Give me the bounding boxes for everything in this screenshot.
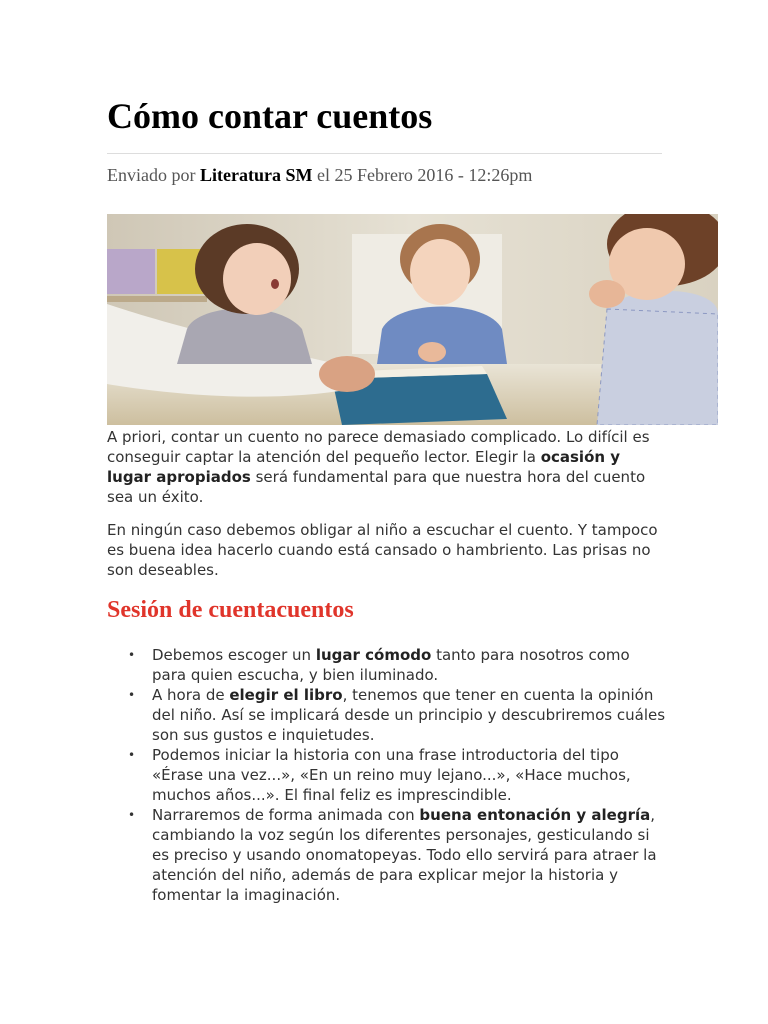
byline-prefix: Enviado por [107,165,200,185]
bullet-icon: • [128,808,136,822]
list-item-bold: buena entonación y alegría [419,806,651,824]
list-item-text-a: A hora de [152,686,230,704]
title-divider [107,153,662,154]
bullet-icon: • [128,648,136,662]
article-photo [107,214,718,425]
list-item-bold: lugar cómodo [315,646,432,664]
children-listening-photo [107,214,718,425]
byline [107,164,667,186]
bullet-list [107,645,667,905]
list-item [107,805,667,905]
bullet-icon: • [128,688,136,702]
paragraph-1-text-b: será fundamental para que nuestra hora del cuento sea un éxito. [107,468,646,506]
paragraph-2: En ningún caso debemos obligar al niño a escuchar el cuento. Y tampoco es buena idea hacerlo cuando está cansado o hambriento. Las prisas no son deseables. [107,521,658,579]
list-item [107,745,667,805]
paragraph-1 [107,427,667,507]
paragraph-1-bold: ocasión y lugar apropiados [107,448,621,486]
list-item-text-a: Narraremos de forma animada con [152,806,420,824]
list-item [107,685,667,745]
list-item-text-b: , tenemos que tener en cuenta la opinión del niño. Así se implicará desde un principio y descubriremos cuáles son sus gustos e inquietudes. [152,686,666,744]
list-item-text-b: , cambiando la voz según los diferentes personajes, gesticulando si es preciso y usando onomatopeyas. Todo ello servirá para atraer la atención del niño, además de para explicar mejor la historia y fomentar la imaginación. [152,806,657,904]
list-item-text-a: Debemos escoger un [152,646,316,664]
byline-author[interactable]: Literatura SM [199,165,313,185]
byline-date: el 25 Febrero 2016 - 12:26pm [312,165,533,185]
page-title: Cómo contar cuentos [107,96,433,136]
paragraph-1-text-a: A priori, contar un cuento no parece demasiado complicado. Lo difícil es conseguir captar la atención del pequeño lector. Elegir la [107,428,650,466]
list-item-bold: elegir el libro [229,686,343,704]
list-item-text-b: tanto para nosotros como para quien escucha, y bien iluminado. [152,646,630,684]
section-title: Sesión de cuentacuentos [107,597,354,623]
bullet-icon: • [128,748,136,762]
list-item [107,645,667,685]
list-item-text-a: Podemos iniciar la historia con una frase introductoria del tipo «Érase una vez...», «En un reino muy lejano...», «Hace muchos, muchos años...». El final feliz es imprescindible. [152,746,631,804]
